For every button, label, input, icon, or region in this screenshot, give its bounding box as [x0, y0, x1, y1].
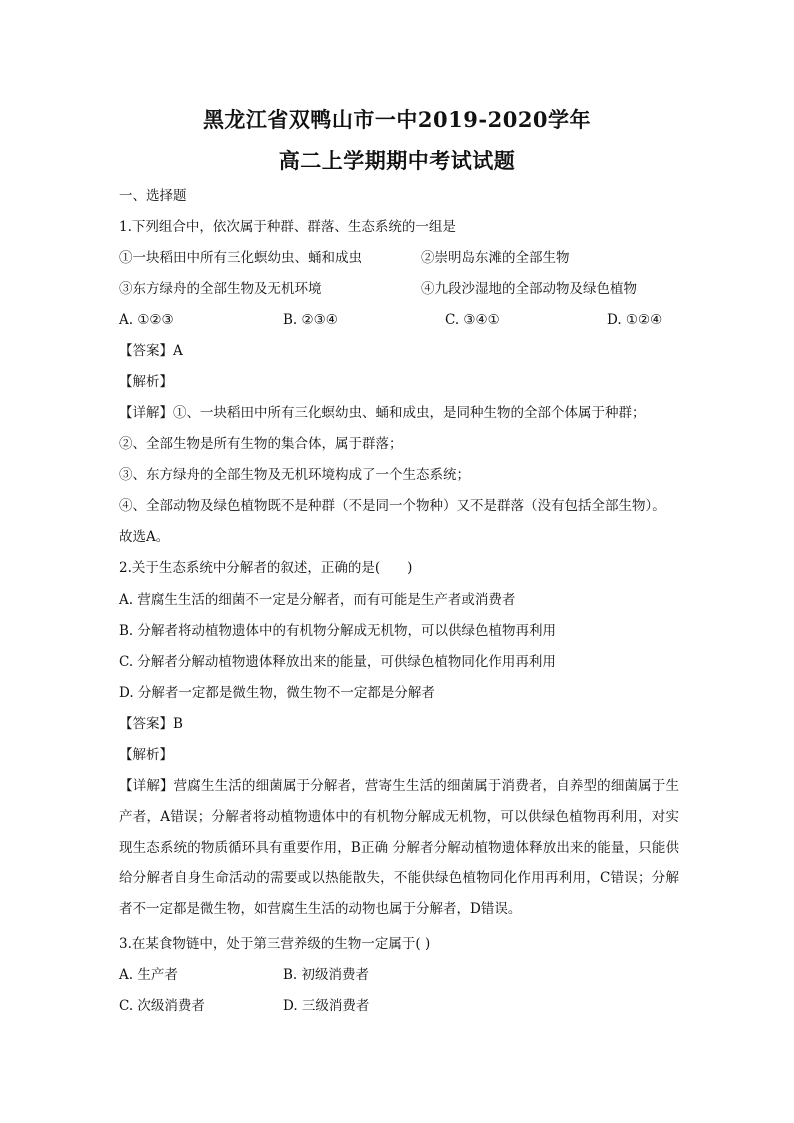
question-1-stem: 1.下列组合中，依次属于种群、群落、生态系统的一组是 [119, 219, 456, 235]
q3-option-c: C. 次级消费者 [119, 998, 205, 1014]
q2-answer: 【答案】B [119, 716, 183, 732]
q3-option-b: B. 初级消费者 [283, 967, 370, 983]
q2-detail-paragraph: 【详解】营腐生生活的细菌属于分解者，营寄生生活的细菌属于消费者，自养型的细菌属于生产者，A错误；分解者将动植物遗体中的有机物分解成无机物，可以供绿色植物再利用，对实现生态系统的物质循环具有重要作用，B正确 分解者分解动植物遗体释放出来的能量，只能供给分解者自身生命活动的需要或以热能散失，不能供绿色植物同化作用再利用，C错误；分解者不一定都是微生物，如营腐生生活的动物也属于分解者，D错误。 [119, 778, 679, 918]
question-2-stem: 2.关于生态系统中分解者的叙述，正确的是( ) [119, 560, 413, 576]
section-heading: 一、选择题 [119, 188, 187, 204]
q2-option-c: C. 分解者分解动植物遗体释放出来的能量，可供绿色植物同化作用再利用 [119, 654, 556, 670]
q1-item-3: ③东方绿舟的全部生物及无机环境 [119, 281, 322, 297]
q2-analysis-label: 【解析】 [119, 747, 173, 763]
q1-detail-3: ③、东方绿舟的全部生物及无机环境构成了一个生态系统； [119, 467, 470, 483]
document-title: 黑龙江省双鸭山市一中2019-2020学年 [202, 107, 592, 132]
q1-option-a: A. ①②③ [119, 312, 174, 328]
q1-item-4: ④九段沙湿地的全部动物及绿色植物 [421, 281, 637, 297]
q1-option-b: B. ②③④ [283, 312, 338, 328]
question-3-stem: 3.在某食物链中，处于第三营养级的生物一定属于( ) [119, 936, 431, 952]
q2-option-b: B. 分解者将动植物遗体中的有机物分解成无机物，可以供绿色植物再利用 [119, 623, 557, 639]
q3-option-d: D. 三级消费者 [283, 998, 370, 1014]
q1-answer: 【答案】A [119, 343, 183, 359]
q1-option-d: D. ①②④ [607, 312, 663, 328]
q1-item-2: ②崇明岛东滩的全部生物 [421, 250, 570, 266]
document-subtitle: 高二上学期期中考试试题 [278, 148, 516, 173]
q1-detail-4: ④、全部动物及绿色植物既不是种群（不是同一个物种）又不是群落（没有包括全部生物）。 [119, 498, 666, 514]
q1-item-1: ①一块稻田中所有三化螟幼虫、蛹和成虫 [119, 250, 362, 266]
q1-analysis-label: 【解析】 [119, 374, 173, 390]
q2-option-a: A. 营腐生生活的细菌不一定是分解者，而有可能是生产者或消费者 [119, 592, 516, 608]
q2-option-d: D. 分解者一定都是微生物，微生物不一定都是分解者 [119, 685, 435, 701]
q1-detail-5: 故选A。 [119, 529, 170, 545]
q1-option-c: C. ③④① [445, 312, 500, 328]
q3-option-a: A. 生产者 [119, 967, 178, 983]
q1-detail-1: 【详解】①、一块稻田中所有三化螟幼虫、蛹和成虫，是同种生物的全部个体属于种群； [119, 405, 646, 421]
q1-detail-2: ②、全部生物是所有生物的集合体，属于群落； [119, 436, 403, 452]
